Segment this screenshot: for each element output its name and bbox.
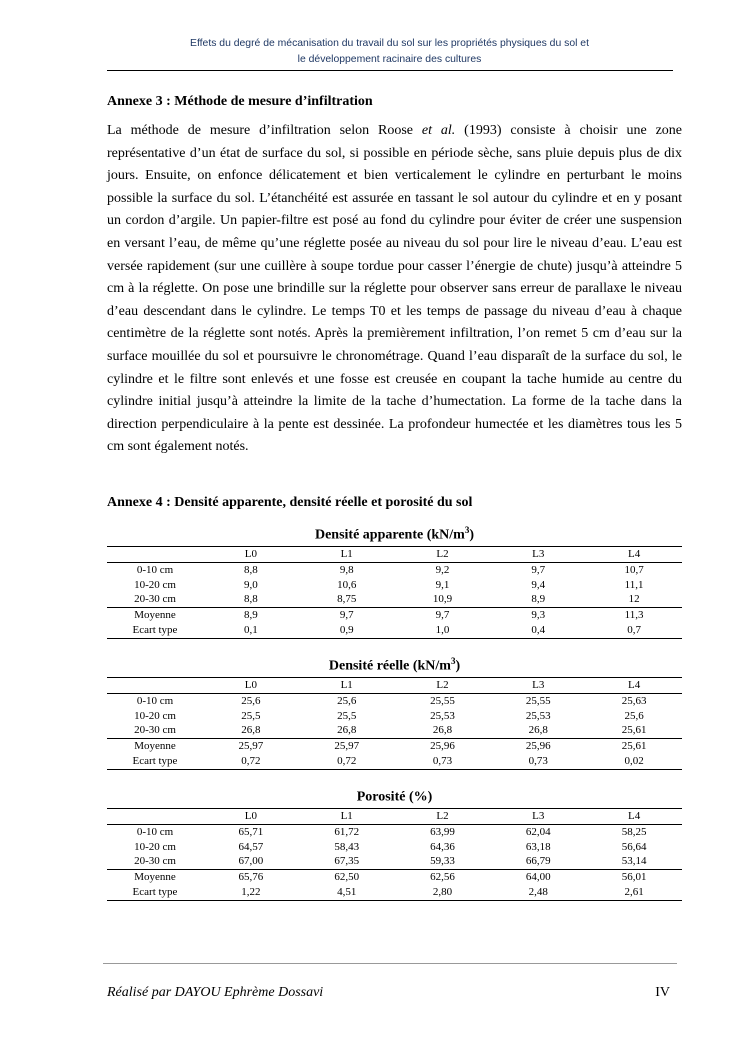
- table-header-empty: [107, 678, 203, 694]
- table-title-superscript: 3: [464, 525, 470, 535]
- table-header-row: [107, 547, 682, 563]
- table-porosite: [107, 808, 682, 901]
- table-summary-row: [107, 739, 682, 754]
- row-label: Ecart type: [107, 885, 203, 900]
- table-header-empty: [107, 547, 203, 563]
- table-header-cell: L1: [299, 809, 395, 825]
- annexe-4-title: Annexe 4 : Densité apparente, densité réelle et porosité du sol: [107, 495, 473, 510]
- table-cell: 58,25: [621, 825, 647, 838]
- table-header-row: [107, 809, 682, 825]
- table-cell: 61,72: [334, 825, 360, 838]
- table-row: [107, 840, 682, 855]
- table-header-cell: L4: [586, 678, 682, 694]
- table-cell: 10,6: [337, 578, 357, 591]
- table-cell: 8,9: [203, 608, 299, 623]
- table-header-empty: [107, 809, 203, 825]
- table-cell: 25,96: [490, 739, 586, 754]
- table-cell: 25,97: [203, 739, 299, 754]
- table-cell: 25,61: [621, 724, 647, 737]
- table-cell: 8,75: [337, 593, 357, 606]
- table-cell: 58,43: [334, 840, 360, 853]
- table-cell: 2,61: [586, 885, 682, 900]
- table-summary-row: [107, 623, 682, 638]
- table-cell: 63,18: [525, 840, 551, 853]
- table-cell: 9,7: [395, 608, 491, 623]
- table-cell: 65,76: [203, 870, 299, 885]
- header-line-2: le développement racinaire des cultures: [297, 54, 482, 65]
- table-cell: 25,55: [525, 694, 551, 707]
- row-label: Moyenne: [107, 608, 203, 623]
- row-label: 10-20 cm: [134, 578, 176, 591]
- table-cell: 8,9: [531, 593, 546, 606]
- table-header-cell: L0: [203, 547, 299, 563]
- table-summary-row: [107, 608, 682, 623]
- table-cell: 62,04: [525, 825, 551, 838]
- row-label: 0-10 cm: [136, 825, 174, 838]
- table-cell: 25,6: [624, 709, 644, 722]
- paragraph-text-start: La méthode de mesure d’infiltration selon Roose: [107, 123, 422, 138]
- table-cell: 0,9: [299, 623, 395, 638]
- header-line-1: Effets du degré de mécanisation du travail du sol sur les propriétés physiques du sol et: [190, 38, 589, 49]
- table-cell: 4,51: [299, 885, 395, 900]
- table-title-text: Densité apparente (kN/m: [314, 527, 465, 543]
- table-cell: 10,9: [432, 593, 453, 606]
- table-cell: 25,6: [337, 694, 357, 707]
- table-header-cell: L3: [490, 678, 586, 694]
- table-cell: 9,1: [435, 578, 450, 591]
- table-cell: 25,5: [241, 709, 261, 722]
- table-header-cell: L0: [203, 678, 299, 694]
- annexe-3-title: Annexe 3 : Méthode de mesure d’infiltration: [107, 94, 373, 109]
- table-header-cell: L3: [490, 809, 586, 825]
- table-cell: 25,97: [299, 739, 395, 754]
- table-cell: 9,3: [490, 608, 586, 623]
- row-label: 10-20 cm: [134, 709, 176, 722]
- table-header-cell: L2: [395, 678, 491, 694]
- table-cell: 59,33: [430, 855, 455, 868]
- table-row: [107, 578, 682, 593]
- table-cell: 63,99: [430, 825, 455, 838]
- table-cell: 0,73: [490, 754, 586, 769]
- table-cell: 0,7: [586, 623, 682, 638]
- table-cell: 0,4: [490, 623, 586, 638]
- table-cell: 1,22: [203, 885, 299, 900]
- table-cell: 56,64: [621, 840, 647, 853]
- table-cell: 26,8: [432, 724, 453, 737]
- table-cell: 66,79: [525, 855, 551, 868]
- table-cell: 25,63: [621, 694, 647, 707]
- table-cell: 25,6: [241, 694, 261, 707]
- footer-divider: [103, 963, 677, 964]
- table-cell: 9,2: [435, 563, 450, 576]
- table-title-end: ): [469, 527, 474, 543]
- table-header-cell: L2: [395, 809, 491, 825]
- row-label: 0-10 cm: [136, 563, 174, 576]
- table-cell: 25,55: [430, 694, 455, 707]
- table-cell: 26,8: [337, 724, 357, 737]
- paragraph-italic: et al.: [421, 123, 456, 138]
- table-cell: 10,7: [624, 563, 644, 576]
- table-cell: 65,71: [238, 825, 264, 838]
- table-summary-row: [107, 754, 682, 769]
- row-label: Moyenne: [107, 870, 203, 885]
- row-label: 20-30 cm: [134, 724, 176, 737]
- table-header-cell: L4: [586, 809, 682, 825]
- table-cell: 64,00: [490, 870, 586, 885]
- table-cell: 67,35: [334, 855, 360, 868]
- row-label: Ecart type: [107, 754, 203, 769]
- table-cell: 0,1: [203, 623, 299, 638]
- table-title-text: Densité réelle (kN/m: [328, 658, 451, 674]
- table-cell: 62,56: [395, 870, 491, 885]
- table-cell: 26,8: [528, 724, 548, 737]
- table-header-cell: L1: [299, 547, 395, 563]
- table-cell: 9,7: [531, 563, 546, 576]
- table-cell: 12: [628, 593, 640, 606]
- table-cell: 9,7: [299, 608, 395, 623]
- table-summary-row: [107, 870, 682, 885]
- row-label: Ecart type: [107, 623, 203, 638]
- table-cell: 1,0: [395, 623, 491, 638]
- table-row: [107, 723, 682, 738]
- table-summary-row: [107, 885, 682, 900]
- table-header-cell: L3: [490, 547, 586, 563]
- table-cell: 0,73: [395, 754, 491, 769]
- table-title-end: ): [455, 658, 461, 674]
- table-cell: 25,96: [395, 739, 491, 754]
- table-cell: 9,4: [531, 578, 546, 591]
- table-row: [107, 854, 682, 869]
- table-row: [107, 562, 682, 577]
- row-label: 20-30 cm: [134, 593, 176, 606]
- table-cell: 2,48: [490, 885, 586, 900]
- row-label: 10-20 cm: [134, 840, 176, 853]
- header-divider: [107, 70, 673, 71]
- table-cell: 62,50: [299, 870, 395, 885]
- table-cell: 8,8: [244, 563, 258, 576]
- row-label: 20-30 cm: [134, 855, 176, 868]
- table-row: [107, 709, 682, 724]
- table-cell: 25,53: [430, 709, 455, 722]
- table-title-text: Porosité (%): [356, 789, 433, 805]
- table-cell: 25,53: [525, 709, 551, 722]
- table-cell: 25,5: [337, 709, 357, 722]
- table-row: [107, 824, 682, 839]
- table-cell: 0,72: [203, 754, 299, 769]
- table-header-cell: L0: [203, 809, 299, 825]
- table-cell: 0,72: [299, 754, 395, 769]
- table-cell: 9,0: [244, 578, 258, 591]
- table-cell: 67,00: [238, 855, 264, 868]
- table-cell: 11,3: [586, 608, 682, 623]
- table-densite-apparente: [107, 546, 682, 639]
- table-title-densite-apparente: [107, 522, 682, 544]
- table-header-cell: L4: [586, 547, 682, 563]
- table-row: [107, 592, 682, 607]
- table-title-densite-reelle: [107, 653, 682, 675]
- table-cell: 25,61: [586, 739, 682, 754]
- table-header-cell: L1: [299, 678, 395, 694]
- table-header-cell: L2: [395, 547, 491, 563]
- table-cell: 53,14: [621, 855, 647, 868]
- table-cell: 64,57: [238, 840, 264, 853]
- page-number: IV: [655, 985, 670, 1000]
- row-label: 0-10 cm: [136, 694, 174, 707]
- table-cell: 56,01: [586, 870, 682, 885]
- running-header: [107, 36, 672, 68]
- table-row: [107, 693, 682, 708]
- table-cell: 11,1: [624, 578, 644, 591]
- table-densite-reelle: [107, 677, 682, 770]
- table-cell: 9,8: [339, 563, 354, 576]
- table-cell: 26,8: [241, 724, 261, 737]
- row-label: Moyenne: [107, 739, 203, 754]
- table-title-superscript: 3: [450, 656, 456, 666]
- table-header-row: [107, 678, 682, 694]
- footer-author: Réalisé par DAYOU Ephrème Dossavi: [107, 985, 324, 1000]
- table-cell: 8,8: [244, 593, 258, 606]
- table-cell: 64,36: [430, 840, 455, 853]
- paragraph-text-rest: (1993) consiste à choisir une zone représentative d’un état de surface du sol, si possible en période sèche, sans pluie depuis plus de dix jours. Ensuite, on enfonce délicatement et bien verticalement le cylindre en perturbant le moins possible la surface du sol. L’étanchéité est assurée en tassant le sol autour du cylindre et en y posant un cordon d’argile. Un papier-filtre est posé au fond du cylindre pour éviter de créer une suspension en versant l’eau, de même qu’une réglette posée au niveau du sol pour lire le niveau d’eau. L’eau est versée rapidement (sur une cuillère à soupe tordue pour casser l’énergie de chute) jusqu’à atteindre 5 cm à la réglette. On pose une brindille sur la réglette pour observer sans erreur de parallaxe le niveau d’eau descendant dans le cylindre. Le temps T0 et les temps de passage du niveau d’eau à chaque centimètre de la réglette sont notés. Après la premièrement infiltration, l’on remet 5 cm d’eau sur la surface mouillée du sol et poursuivre le chronométrage. Quand l’eau disparaît de la surface du sol, le cylindre et le filtre sont enlevés et une fosse est creusée en coupant la tache humide au centre du cylindre initial jusqu’à atteindre la limite de la tache d’humectation. La forme de la tache dans la direction perpendiculaire à la pente est dessinée. La profondeur humectée et les diamètres tous les 5 cm sont également notés.: [107, 123, 682, 455]
- annexe-3-paragraph: [107, 120, 682, 459]
- table-cell: 0,02: [586, 754, 682, 769]
- table-title-porosite: [107, 784, 682, 806]
- table-cell: 2,80: [395, 885, 491, 900]
